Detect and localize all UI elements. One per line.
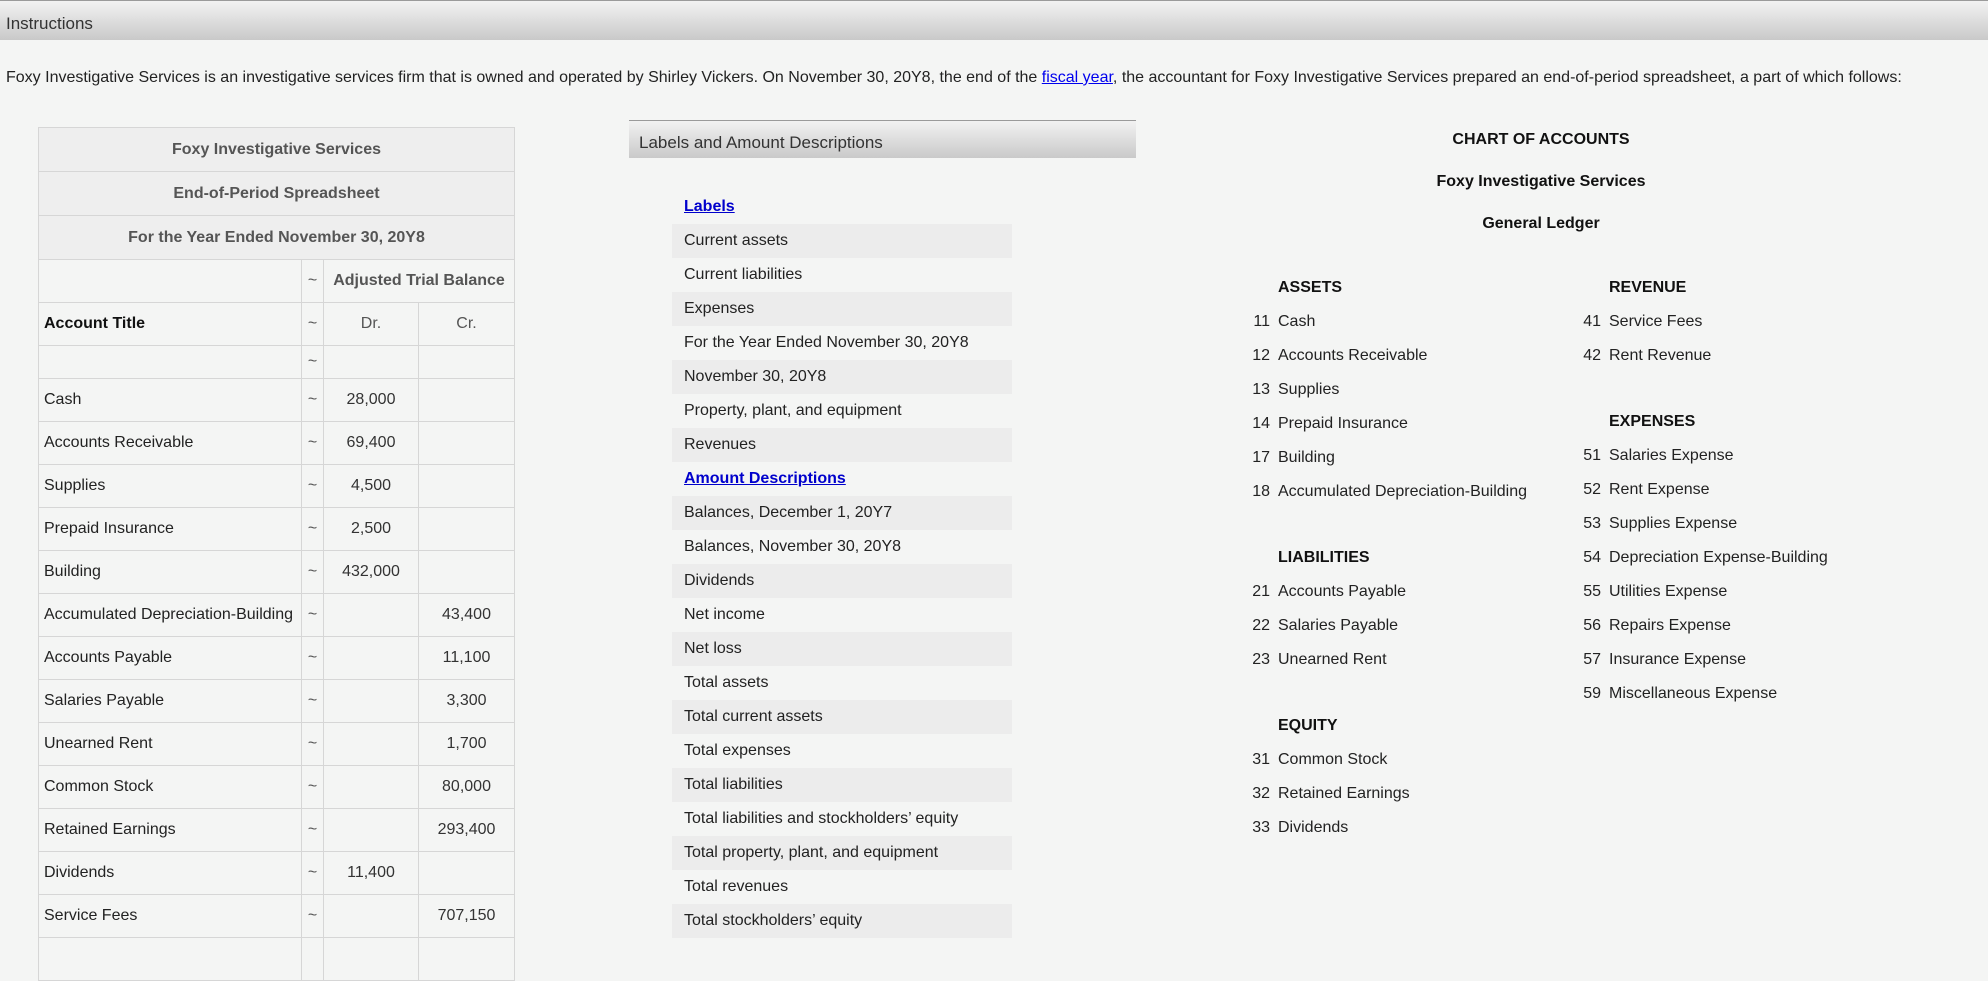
table-row	[39, 465, 515, 508]
credit-value: 43,400	[419, 594, 515, 637]
account-number: 57	[1583, 651, 1601, 668]
account-number: 41	[1583, 313, 1601, 330]
account-name: Prepaid Insurance	[39, 508, 302, 551]
account-number: 14	[1252, 415, 1270, 432]
account-name: Utilities Expense	[1609, 583, 1728, 600]
table-row	[39, 938, 515, 981]
account-name: Accounts Receivable	[39, 422, 302, 465]
table-row	[39, 895, 515, 938]
account-name: Unearned Rent	[39, 723, 302, 766]
account-name: Salaries Expense	[1609, 447, 1734, 464]
account-name: Service Fees	[39, 895, 302, 938]
coa-revenue-heading: REVENUE	[1609, 279, 1687, 296]
column-tilde: ~	[302, 594, 324, 637]
column-tilde: ~	[302, 766, 324, 809]
account-name: Building	[39, 551, 302, 594]
credit-value: 80,000	[419, 766, 515, 809]
label-item[interactable]: For the Year Ended November 30, 20Y8	[684, 334, 969, 351]
label-item[interactable]: Property, plant, and equipment	[684, 402, 902, 419]
blank-cell	[39, 346, 302, 379]
account-number: 22	[1252, 617, 1270, 634]
blank-cell	[302, 938, 324, 981]
labels-list	[672, 190, 1012, 938]
account-name: Supplies	[39, 465, 302, 508]
labels-panel-title: Labels and Amount Descriptions	[639, 133, 883, 152]
table-row	[39, 723, 515, 766]
account-number: 51	[1583, 447, 1601, 464]
account-number: 52	[1583, 481, 1601, 498]
amount-description-item[interactable]: Dividends	[672, 564, 1012, 598]
account-number: 17	[1252, 449, 1270, 466]
coa-ledger: General Ledger	[1482, 215, 1600, 232]
coa-account-row	[1242, 785, 1410, 803]
coa-account-row	[1573, 481, 1710, 499]
column-tilde: ~	[302, 895, 324, 938]
amount-description-item[interactable]: Net income	[684, 606, 765, 623]
table-row	[39, 809, 515, 852]
coa-account-row	[1242, 819, 1348, 837]
account-name: Dividends	[1278, 819, 1349, 836]
account-number: 55	[1583, 583, 1601, 600]
coa-equity-heading: EQUITY	[1278, 717, 1338, 734]
table-row	[39, 852, 515, 895]
intro-paragraph	[6, 69, 1902, 87]
account-name: Cash	[1278, 313, 1316, 330]
debit-value	[324, 723, 419, 766]
account-number: 13	[1252, 381, 1270, 398]
table-row	[39, 594, 515, 637]
account-number: 21	[1252, 583, 1270, 600]
credit-value: 11,100	[419, 637, 515, 680]
credit-value	[419, 551, 515, 594]
coa-account-row	[1573, 583, 1727, 601]
account-number: 33	[1252, 819, 1270, 836]
coa-account-row	[1573, 651, 1746, 669]
account-name: Salaries Payable	[39, 680, 302, 723]
account-number: 23	[1252, 651, 1270, 668]
instructions-header	[0, 0, 1988, 40]
debit-value: 69,400	[324, 422, 419, 465]
account-name: Accounts Payable	[1278, 583, 1407, 600]
account-name: Prepaid Insurance	[1278, 415, 1408, 432]
credit-value: 293,400	[419, 809, 515, 852]
label-item[interactable]: Expenses	[672, 292, 1012, 326]
label-item[interactable]: November 30, 20Y8	[672, 360, 1012, 394]
amount-description-item[interactable]: Total assets	[684, 674, 769, 691]
credit-value	[419, 422, 515, 465]
amount-description-item[interactable]: Balances, December 1, 20Y7	[672, 496, 1012, 530]
account-name: Miscellaneous Expense	[1609, 685, 1778, 702]
coa-account-row	[1573, 447, 1734, 465]
debit-value	[324, 809, 419, 852]
coa-liabilities-heading: LIABILITIES	[1278, 549, 1370, 566]
amount-description-item[interactable]: Total revenues	[684, 878, 789, 895]
blank-cell	[39, 938, 302, 981]
coa-title: CHART OF ACCOUNTS	[1452, 131, 1630, 148]
coa-account-row	[1573, 685, 1777, 703]
debit-value	[324, 594, 419, 637]
amount-description-item[interactable]: Total liabilities	[672, 768, 1012, 802]
column-tilde: ~	[302, 637, 324, 680]
spreadsheet-period: For the Year Ended November 30, 20Y8	[39, 216, 515, 260]
debit-value: 432,000	[324, 551, 419, 594]
column-tilde: ~	[302, 346, 324, 379]
account-name: Rent Revenue	[1609, 347, 1712, 364]
table-row	[39, 766, 515, 809]
coa-account-row	[1573, 617, 1731, 635]
column-tilde: ~	[302, 551, 324, 594]
amount-description-item[interactable]: Total expenses	[684, 742, 791, 759]
intro-text-before: Foxy Investigative Services is an investigative services firm that is owned and operated by Shirley Vickers. On November 30, 20Y8, the end of the	[6, 69, 1042, 86]
account-number: 32	[1252, 785, 1270, 802]
account-name: Repairs Expense	[1609, 617, 1731, 634]
label-item[interactable]: Current assets	[672, 224, 1012, 258]
account-number: 54	[1583, 549, 1601, 566]
account-number: 56	[1583, 617, 1601, 634]
account-title-heading: Account Title	[39, 303, 302, 346]
coa-company: Foxy Investigative Services	[1436, 173, 1646, 190]
account-name: Building	[1278, 449, 1335, 466]
account-name: Accumulated Depreciation-Building	[39, 594, 302, 637]
amount-descriptions-heading-link[interactable]: Amount Descriptions	[684, 470, 846, 487]
coa-account-row	[1573, 515, 1737, 533]
label-item[interactable]: Revenues	[672, 428, 1012, 462]
coa-account-row	[1242, 751, 1387, 769]
account-name: Salaries Payable	[1278, 617, 1399, 634]
cr-heading: Cr.	[419, 303, 515, 346]
amount-description-item[interactable]: Balances, November 30, 20Y8	[684, 538, 902, 555]
table-row	[39, 680, 515, 723]
coa-account-row	[1242, 381, 1339, 399]
credit-value: 707,150	[419, 895, 515, 938]
column-tilde: ~	[302, 379, 324, 422]
credit-value: 1,700	[419, 723, 515, 766]
debit-value	[324, 895, 419, 938]
blank-cell	[419, 938, 515, 981]
table-row	[39, 508, 515, 551]
labels-panel-header	[629, 120, 1136, 158]
coa-account-row	[1242, 651, 1387, 669]
column-tilde: ~	[302, 260, 324, 303]
credit-value	[419, 465, 515, 508]
credit-value	[419, 508, 515, 551]
account-number: 42	[1583, 347, 1601, 364]
coa-account-row	[1242, 313, 1315, 331]
debit-value	[324, 637, 419, 680]
intro-text-after: , the accountant for Foxy Investigative Services prepared an end-of-period spreadsheet, a part of which follows:	[1112, 69, 1902, 86]
debit-value	[324, 680, 419, 723]
instructions-title: Instructions	[6, 14, 93, 33]
account-name: Common Stock	[1278, 751, 1388, 768]
label-item[interactable]: Current liabilities	[684, 266, 803, 283]
account-number: 53	[1583, 515, 1601, 532]
column-tilde: ~	[302, 508, 324, 551]
account-name: Insurance Expense	[1609, 651, 1746, 668]
column-tilde: ~	[302, 465, 324, 508]
coa-account-row	[1573, 549, 1828, 567]
debit-value: 11,400	[324, 852, 419, 895]
account-name: Depreciation Expense-Building	[1609, 549, 1828, 566]
debit-value: 2,500	[324, 508, 419, 551]
coa-account-row	[1242, 449, 1335, 467]
account-name: Cash	[39, 379, 302, 422]
account-name: Common Stock	[39, 766, 302, 809]
account-number: 31	[1252, 751, 1270, 768]
table-row	[39, 637, 515, 680]
account-number: 59	[1583, 685, 1601, 702]
amount-description-item[interactable]: Total current assets	[672, 700, 1012, 734]
account-name: Unearned Rent	[1278, 651, 1387, 668]
column-tilde: ~	[302, 680, 324, 723]
column-tilde: ~	[302, 422, 324, 465]
coa-assets-heading: ASSETS	[1278, 279, 1343, 296]
account-number: 18	[1252, 483, 1270, 500]
account-name: Service Fees	[1609, 313, 1703, 330]
coa-account-row	[1242, 415, 1408, 433]
debit-value: 4,500	[324, 465, 419, 508]
coa-account-row	[1573, 347, 1711, 365]
account-name: Accounts Receivable	[1278, 347, 1428, 364]
account-name: Accounts Payable	[39, 637, 302, 680]
coa-account-row	[1242, 483, 1527, 501]
credit-value: 3,300	[419, 680, 515, 723]
table-row	[39, 379, 515, 422]
coa-expenses-heading: EXPENSES	[1609, 413, 1696, 430]
debit-value: 28,000	[324, 379, 419, 422]
amount-description-item[interactable]: Total property, plant, and equipment	[672, 836, 1012, 870]
blank-cell	[324, 938, 419, 981]
coa-account-row	[1242, 347, 1427, 365]
credit-value	[419, 379, 515, 422]
spreadsheet-company: Foxy Investigative Services	[39, 128, 515, 172]
column-tilde: ~	[302, 303, 324, 346]
debit-value	[324, 766, 419, 809]
account-name: Retained Earnings	[39, 809, 302, 852]
credit-value	[419, 852, 515, 895]
column-tilde: ~	[302, 723, 324, 766]
amount-description-item[interactable]: Net loss	[672, 632, 1012, 666]
fiscal-year-link[interactable]: fiscal year	[1041, 69, 1113, 86]
amount-description-item[interactable]: Total stockholders’ equity	[672, 904, 1012, 938]
table-row	[39, 551, 515, 594]
account-name: Dividends	[39, 852, 302, 895]
account-number: 12	[1252, 347, 1270, 364]
account-name: Rent Expense	[1609, 481, 1710, 498]
spreadsheet-title: End-of-Period Spreadsheet	[39, 172, 515, 216]
end-of-period-spreadsheet	[38, 127, 515, 981]
coa-account-row	[1573, 313, 1702, 331]
amount-description-item[interactable]: Total liabilities and stockholders’ equity	[684, 810, 959, 827]
account-name: Retained Earnings	[1278, 785, 1410, 802]
coa-account-row	[1242, 617, 1398, 635]
account-number: 11	[1253, 313, 1270, 330]
account-name: Supplies Expense	[1609, 515, 1738, 532]
account-name: Accumulated Depreciation-Building	[1278, 483, 1528, 500]
blank-cell	[324, 346, 419, 379]
dr-heading: Dr.	[324, 303, 419, 346]
blank-cell	[39, 260, 302, 303]
account-name: Supplies	[1278, 381, 1340, 398]
labels-heading-link[interactable]: Labels	[684, 198, 735, 215]
coa-account-row	[1242, 583, 1406, 601]
column-tilde: ~	[302, 809, 324, 852]
adjusted-trial-balance-heading: Adjusted Trial Balance	[324, 260, 515, 303]
table-row	[39, 422, 515, 465]
column-tilde: ~	[302, 852, 324, 895]
blank-cell	[419, 346, 515, 379]
